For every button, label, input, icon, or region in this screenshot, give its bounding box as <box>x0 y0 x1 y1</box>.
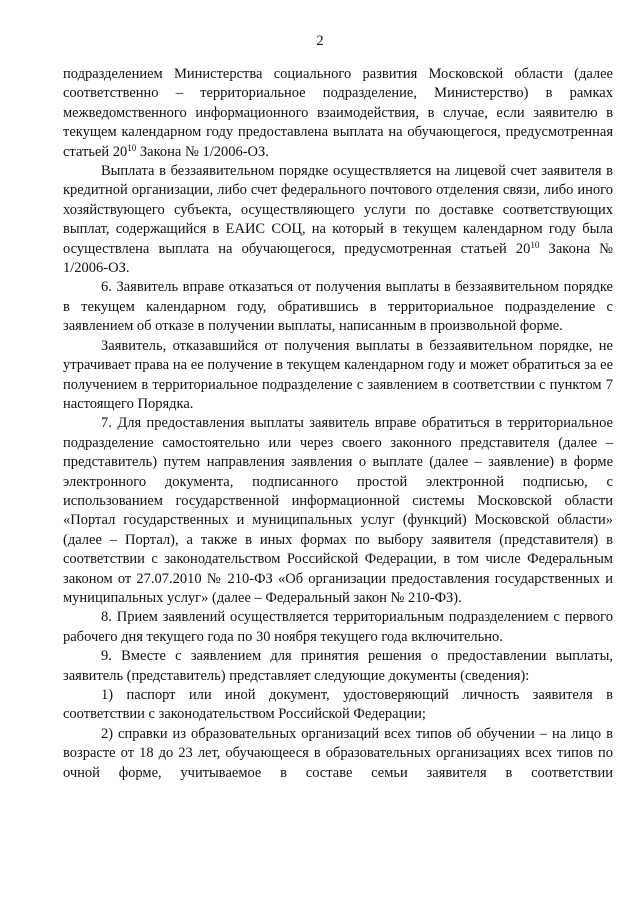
text-segment: 6. Заявитель вправе отказаться от получения выплаты в беззаявительном порядке в текущем календарном году, обратившись в территориальное подразделение с заявлением об отказе в получении выплаты, написанным в произвольной форме. <box>63 279 613 335</box>
text-segment: 2) справки из образовательных организаций всех типов об обучении – на лицо в возрасте от 18 до 23 лет, обучающееся в образовательных организациях всех типов по очной форме, учитываемое в составе семьи заявителя в соответствии <box>63 725 613 781</box>
paragraph-p6 <box>63 608 613 647</box>
paragraph-p9 <box>63 725 613 783</box>
paragraph-p3 <box>63 278 613 336</box>
paragraph-p1 <box>63 65 613 162</box>
paragraph-p2 <box>63 162 613 278</box>
text-segment: Закона № 1/2006-ОЗ. <box>63 240 613 277</box>
text-segment: 8. Прием заявлений осуществляется территориальным подразделением с первого рабочего дня текущего года по 30 ноября текущего года включительно. <box>63 609 613 645</box>
document-body <box>63 65 613 783</box>
paragraph-p8 <box>63 686 613 725</box>
text-segment: 7. Для предоставления выплаты заявитель вправе обратиться в территориальное подразделение самостоятельно или через своего законного представителя (далее – представитель) путем направления заявления о выплате (далее – заявление) в форме электронного документа, подписанного простой электронной подписью, с использованием государственной информационной системы Московской области «Портал государственных и муниципальных услуг (функций) Московской области» (далее – Портал), а также в иных формах по выбору заявителя (представителя) в соответствии с законодательством Российской Федерации, в том числе Федеральным законом от 27.07.2010 № 210-ФЗ «Об организации предоставления государственных и муниципальных услуг» (далее – Федеральный закон № 210-ФЗ). <box>63 415 613 606</box>
paragraph-p4 <box>63 337 613 415</box>
text-segment: Заявитель, отказавшийся от получения выплаты в беззаявительном порядке, не утрачивает права на ее получение в текущем календарном году и может обратиться за ее получением в территориальное подразделение с заявлением в соответствии с пунктом 7 настоящего Порядка. <box>63 337 613 412</box>
paragraph-p7 <box>63 647 613 686</box>
text-segment: Закона № 1/2006-ОЗ. <box>136 143 269 160</box>
paragraph-p5 <box>63 414 613 608</box>
superscript: 10 <box>530 239 540 250</box>
text-segment: 9. Вместе с заявлением для принятия решения о предоставлении выплаты, заявитель (представитель) представляет следующие документы (сведения): <box>63 648 613 684</box>
text-segment: Выплата в беззаявительном порядке осуществляется на лицевой счет заявителя в кредитной организации, либо счет федерального почтового отделения связи, либо иного хозяйствующего субъекта, осуществляющего услуги по доставке соответствующих выплат, содержащийся в ЕАИС СОЦ, на который в текущем календарном году была осуществлена выплата на обучающегося, предусмотренная статьей 20 <box>63 163 613 257</box>
page-number: 2 <box>316 33 324 49</box>
text-segment: подразделением Министерства социального развития Московской области (далее соответственно – территориальное подразделение, Министерство) в рамках межведомственного информационного взаимодействия, в случае, если заявителю в текущем календарном году предоставлена выплата на обучающегося, предусмотренная статьей 20 <box>63 66 613 160</box>
superscript: 10 <box>127 142 137 153</box>
text-segment: 1) паспорт или иной документ, удостоверяющий личность заявителя в соответствии с законодательством Российской Федерации; <box>63 687 613 723</box>
